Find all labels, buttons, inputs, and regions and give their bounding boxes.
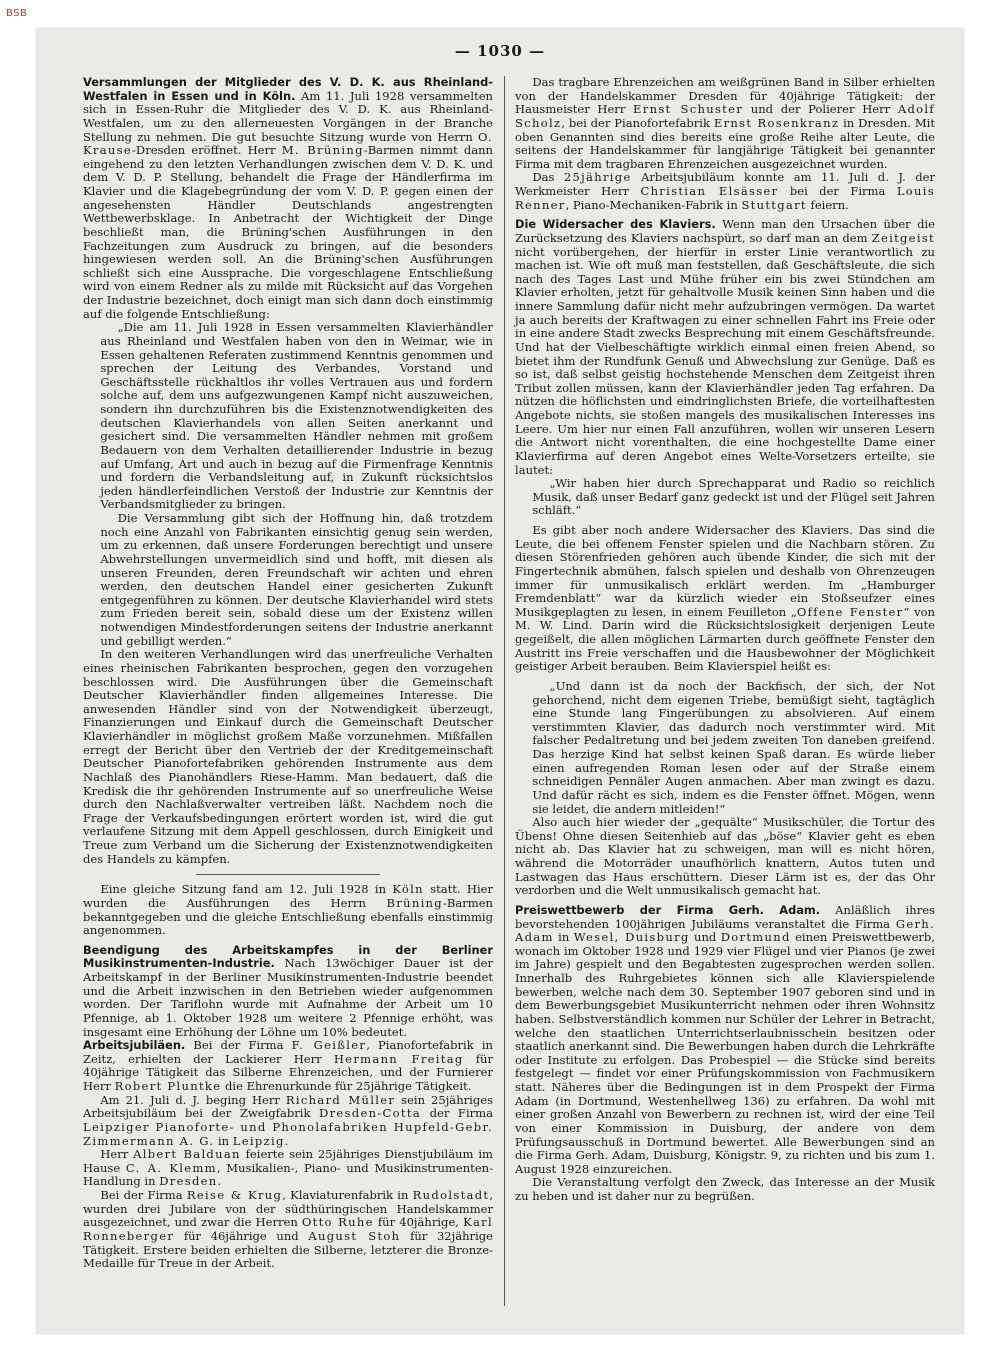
article-heading: Beendigung des Arbeitskampfes in der Berliner Musikinstrumenten-Industrie. <box>83 942 493 971</box>
page-number: — 1030 — <box>454 42 546 60</box>
paragraph: Die Veranstaltung verfolgt den Zweck, das Interesse an der Musik zu heben und ist daher nur zu begrüßen. <box>515 1175 935 1203</box>
column-divider <box>504 76 505 1306</box>
paragraph: Das tragbare Ehrenzeichen am weißgrünen Band in Silber erhielten von der Handelskammer Dresden für 40jährige Tätigkeit: der Hausmeister Herr Ernst Schuster und der Polierer Herr Adolf Scholz, bei der Pianofortefabrik Ernst Rosenkranz in Dresden. Mit oben Genannten sind dies bereits eine große Reihe alter Leute, die seitens der Handelskammer für langjährige Tätigkeit bei genannter Firma mit dem tragbaren Ehrenzeichen ausgezeichnet wurden. <box>515 75 936 171</box>
right-column <box>515 76 935 1204</box>
article-vdk-meetings: Versammlungen der Mitglieder des V. D. K. aus Rheinland-Westfalen in Essen und in Köln. Am 11. Juli 1928 versammelten sich in Essen-Ruhr die Mitglieder des V. D. K. aus Rheinland-Westfalen, um zu den allerneuesten Vorgängen in der Branche Stellung zu nehmen. Die gut besuchte Sitzung wurde von Herrn O. Krause-Dresden eröffnet. Herr M. Brüning-Barmen nimmt dann eingehend zu den letzten Verhandlungen zwischen dem V. D. K. und dem V. D. P. Stellung, behandelt die Frage der Händlerfirma im Klavier und die Klagebegründung der vom V. D. P. gegen einen der angesehensten Händler Deutschlands angestrengten Wettbewerbsklage. In Anbetracht der Wichtigkeit der Dinge beschließt man, die Brüning'schen Ausführungen in den Fachzeitungen zum Ausdruck zu bringen, auf die besonders hingewiesen werden soll. An die Brüning'schen Ausführungen schließt sich eine Aussprache. Die vorgeschlagene Entschließung wird von einem Redner als zu milde mit Rücksicht auf das Vorgehen der Industrie bezeichnet, doch einigt man sich dann doch einstimmig auf die folgende Entschließung: <box>83 75 493 321</box>
feuilleton-quote <box>532 680 935 816</box>
quote-paragraph: „Und dann ist da noch der Backfisch, der sich, der Not gehorchend, nicht dem eigenen Triebe, bemüßigt sieht, tagtäglich eine Stunde lang Fingerübungen zu absolvieren. Auf einem verstimmten Klavier, das dadurch noch verstimmter wird. Mit falscher Pedaltretung und bei jedem zweiten Ton daneben greifend. Das herzige Kind hat selbst keinen Spaß daran. Es würde lieber einen aufregenden Roman lesen oder auf der Straße einem schneidigen Pennäler Augen anmachen. Aber man zwingt es dazu. Und dafür rächt es sich, indem es die Fenster öffnet. Mögen, wenn sie leidet, die andern mitleiden!“ <box>532 678 935 816</box>
left-column <box>83 76 493 1271</box>
paragraph: Am 21. Juli d. J. beging Herr Richard Müller sein 25jähriges Arbeitsjubiläum bei der Zweigfabrik Dresden-Cotta der Firma Leipziger Pianoforte- und Phonolafabriken Hupfeld-Gebr. Zimmermann A. G. in Leipzig. <box>83 1092 493 1148</box>
quote-paragraph: „Die am 11. Juli 1928 in Essen versammelten Klavierhändler aus Rheinland und Westfalen haben von den in Weimar, wie in Essen gehaltenen Referaten zustimmend Kenntnis genommen und sprechen der Leitung des Verbandes, Vorstand und Geschäftsstelle rückhaltlos ihr volles Vertrauen aus und fordern solche auf, dem uns aufgezwungenen Kampf nicht auszuweichen, sondern ihn durchzuführen bis die Existenznotwendigkeiten des deutschen Klavierhandels von allen Seiten anerkannt und gesichert sind. Die versammelten Händler nehmen mit großem Bedauern von dem Verhalten detaillierender Industrie in bezug auf Umfang, Art und auch in bezug auf die Firmenfrage Kenntnis und fordern die Verbandsleitung auf, in Zukunft rücksichtslos jeden händlerfeindlichen Verstoß der Industrie zur Kenntnis der Verbandsmitglieder zu bringen. <box>100 320 493 512</box>
article-adversaries-of-piano: Die Widersacher des Klaviers. Wenn man den Ursachen über die Zurücksetzung des Klaviers nachspürt, so darf man an dem Zeitgeist nicht vorübergehen, der hierfür in erster Linie verantwortlich zu machen ist. Wie oft muß man feststellen, daß Geschäftsleute, die sich nach des Tages Last und Mühe früher ein bis zwei Stündchen am Klavier erholten, jetzt für gehaltvolle Musik keinen Sinn haben und die innere Sammlung dafür nicht mehr aufzubringen vermögen. Da wartet ja auch bereits der Kraftwagen zu einer schnellen Fahrt ins Freie oder in eine andere Stadt zwecks Besprechung mit einem Geschäftsfreunde. Und hat der Vielbeschäftigte wirklich einmal einen freien Abend, so bietet ihm der Rundfunk Genuß und Abwechslung zur Genüge. Daß es so ist, daß selbst geistig hochstehende Menschen dem Zeitgeist ihren Tribut zollen müssen, kann der Klavierhändler jeden Tag erfahren. Da nützen die höflichsten und eindringlichsten Briefe, die vorteilhaftesten Angebote nichts, sie stoßen mangels des musikalischen Interesses ins Leere. Um hier nur einen Fall anzuführen, wollen wir unseren Lesern die Antwort nicht vorenthalten, die eine hochgestellte Dame einer Klavierfirma auf deren Angebot eines Welte-Vorsetzers erteilte, sie lautet: <box>515 217 935 477</box>
article-heading: Die Widersacher des Klaviers. <box>515 217 716 232</box>
article-prize-competition: Preiswettbewerb der Firma Gerh. Adam. Anläßlich ihres bevorstehenden 100jährigen Jubiläums veranstaltet die Firma Gerh. Adam in Wesel, Duisburg und Dortmund einen Preiswettbewerb, wonach im Oktober 1928 und 1929 vier Flügel und vier Pianos (je zwei im Jahre) gespielt und den Begabtesten zugesprochen werden sollen. Innerhalb des Ruhrgebietes können sich alle Klavierspielende bewerben, welche nach dem 30. September 1907 geboren sind und in dem Bewerbungsgebiet Musikunterricht nehmen oder ihren Wohnsitz haben. Selbstverständlich kommen nur Schüler der Lehrer in Betracht, welche den staatlichen Unterrichtserlaubnisschein besitzen oder staatlich anerkannt sind. Die Bewerbungen haben durch die Lehrkräfte oder Institute zu erfolgen. Das Probespiel — die Stücke sind bereits festgelegt — findet vor einer Prüfungskommission von Fachmusikern statt. Näheres über die Bedingungen ist in dem Prospekt der Firma Adam (in Dortmund, Westenhellweg 136) zu erfahren. Da wohl mit einer großen Anzahl von Bewerbern zu rechnen ist, wird der eine Teil von einer Kommission in Duisburg, der andere von dem Prüfungsausschuß in Dortmund bewertet. Alle Bewerbungen sind an die Firma Gerh. Adam, Duisburg, Königstr. 9, zu richten und bis zum 1. August 1928 einzureichen. <box>515 902 935 1176</box>
article-anniversaries: Arbeitsjubiläen. Bei der Firma F. Geißler, Pianofortefabrik in Zeitz, erhielten der Lackierer Herr Hermann Freitag für 40jährige Tätigkeit das Silberne Ehrenzeichen, und der Furnierer Herr Robert Pluntke die Ehrenurkunde für 25jährige Tätigkeit. <box>83 1038 493 1093</box>
quote-paragraph: Die Versammlung gibt sich der Hoffnung hin, daß trotzdem noch eine Anzahl von Fabrikanten einsichtig genug sein werden, um zu erkennen, daß unsere Forderungen berechtigt und unsere Abwehrstellungen unvermeidlich sind und hofft, mit diesen als unseren Freunden, deren Freundschaft wir achten und ehren werden, den deutschen Handel einer gesicherten Zukunft entgegenführen zu können. Der deutsche Klavierhandel wird stets zum Frieden bereit sein, sobald diese um der Existenz willen notwendigen Mindestforderungen seitens der Industrie anerkannt und gebilligt werden.“ <box>100 511 493 648</box>
article-labour-dispute: Beendigung des Arbeitskampfes in der Berliner Musikinstrumenten-Industrie. Nach 13wöchiger Dauer ist der Arbeitskampf in der Berliner Musikinstrumenten-Industrie beendet und die Arbeit inzwischen in den Betrieben wieder aufgenommen worden. Der Tariflohn wurde mit Aufnahme der Arbeit um 10 Pfennige, ab 1. Oktober 1928 um weitere 2 Pfennige erhöht, was insgesamt eine Erhöhung der Löhne um 10% bedeutet. <box>83 942 493 1039</box>
resolution-quote <box>100 321 493 648</box>
paragraph: In den weiteren Verhandlungen wird das unerfreuliche Verhalten eines rheinischen Fabrikanten besprochen, gegen den vorzugehen beschlossen wird. Die Ausführungen über die Gemeinschaft Deutscher Klavierhändler finden allgemeines Interesse. Die anwesenden Händler sind von der Notwendigkeit überzeugt, Finanzierungen und Einkauf durch die Gemeinschaft Deutscher Klavierhändler in möglichst großem Maße vorzunehmen. Mißfallen erregt der Bericht über den Vertrieb der der Kreditgemeinschaft Deutscher Pianofortefabriken gehörenden Instrumente aus dem Nachlaß des Pianohändlers Riese-Hamm. Man bedauert, daß die Kredisk die ihr gehörenden Instrumente auf so unerfreuliche Weise durch den Nachlaßverwalter vertreiben läßt. Nachdem noch die Frage der Verkaufsbedingungen erörtert worden ist, wird die gut verlaufene Sitzung mit dem Appell geschlossen, durch Einigkeit und Treue zum Verband um die Sicherung der Existenznotwendigkeiten des Handels zu kämpfen. <box>83 647 493 866</box>
paragraph: Es gibt aber noch andere Widersacher des Klaviers. Das sind die Leute, die bei offenem Fenster spielen und die Nachbarn stören. Zu diesen Störenfrieden gehören auch übende Kinder, die sich mit der Fingertechnik abmühen, falsch spielen und deshalb von Ohrenzeugen immer für unmusikalisch erklärt werden. Im „Hamburger Fremdenblatt“ war da kürzlich wieder ein Stoßseufzer eines Musikgeplagten zu lesen, in einem Feuilleton „Offene Fenster“ von M. W. Lind. Darin wird die Rücksichtslosigkeit derjenigen Leute gegeißelt, die allen möglichen Lärmarten durch geöffnete Fenster den Austritt ins Freie verschaffen und die Hausbewohner der Möglichkeit geistiger Arbeit berauben. Beim Klavierspiel heißt es: <box>515 523 935 674</box>
quote-paragraph: „Wir haben hier durch Sprechapparat und Radio so reichlich Musik, daß unser Bedarf ganz gedeckt ist und der Flügel seit Jahren schläft.“ <box>532 476 935 518</box>
paragraph-koeln: Eine gleiche Sitzung fand am 12. Juli 1928 in Köln statt. Hier wurden die Ausführungen des Herrn Brüning-Barmen bekanntgegeben und die gleiche Entschließung ebenfalls einstimmig angenommen. <box>83 882 493 938</box>
section-separator <box>196 874 381 875</box>
paragraph: Das 25jährige Arbeitsjubiläum konnte am 11. Juli d. J. der Werkmeister Herr Christian Elsässer bei der Firma Louis Renner, Piano-Mechaniken-Fabrik in Stuttgart feiern. <box>515 170 935 212</box>
page-sheet <box>36 28 964 1334</box>
article-heading: Preiswettbewerb der Firma Gerh. Adam. <box>515 902 821 917</box>
paragraph: Also auch hier wieder der „gequälte“ Musikschüler, die Tortur des Übens! Ohne diesen Seitenhieb auf das „böse“ Klavier geht es eben nicht ab. Das Klavier hat zu schweigen, man will es nicht hören, während die Motorräder unaufhörlich knattern, Autos tuten und Lastwagen das Haus erschüttern. Dieser Lärm ist es, der das Ohr verdorben und die Welt unmusikalisch gemacht hat. <box>515 815 935 898</box>
bsb-watermark: BSB <box>6 8 28 19</box>
lady-quote <box>532 477 935 518</box>
paragraph: Herr Albert Balduan feierte sein 25jähriges Dienstjubiläum im Hause C. A. Klemm, Musikalien-, Piano- und Musikinstrumenten-Handlung in Dresden. <box>83 1147 493 1189</box>
article-heading: Versammlungen der Mitglieder des V. D. K. aus Rheinland-Westfalen in Essen und in Köln. <box>83 75 493 103</box>
paragraph: Bei der Firma Reise & Krug, Klaviaturenfabrik in Rudolstadt, wurden drei Jubilare von der südthüringischen Handelskammer ausgezeichnet, und zwar die Herren Otto Ruhe für 40jährige, Karl Ronneberger für 46jährige und August Stoh für 32jährige Tätigkeit. Erstere beiden erhielten die Silberne, letzterer die Bronze-Medaille für Treue in der Arbeit. <box>83 1188 493 1271</box>
article-heading: Arbeitsjubiläen. <box>83 1038 186 1053</box>
